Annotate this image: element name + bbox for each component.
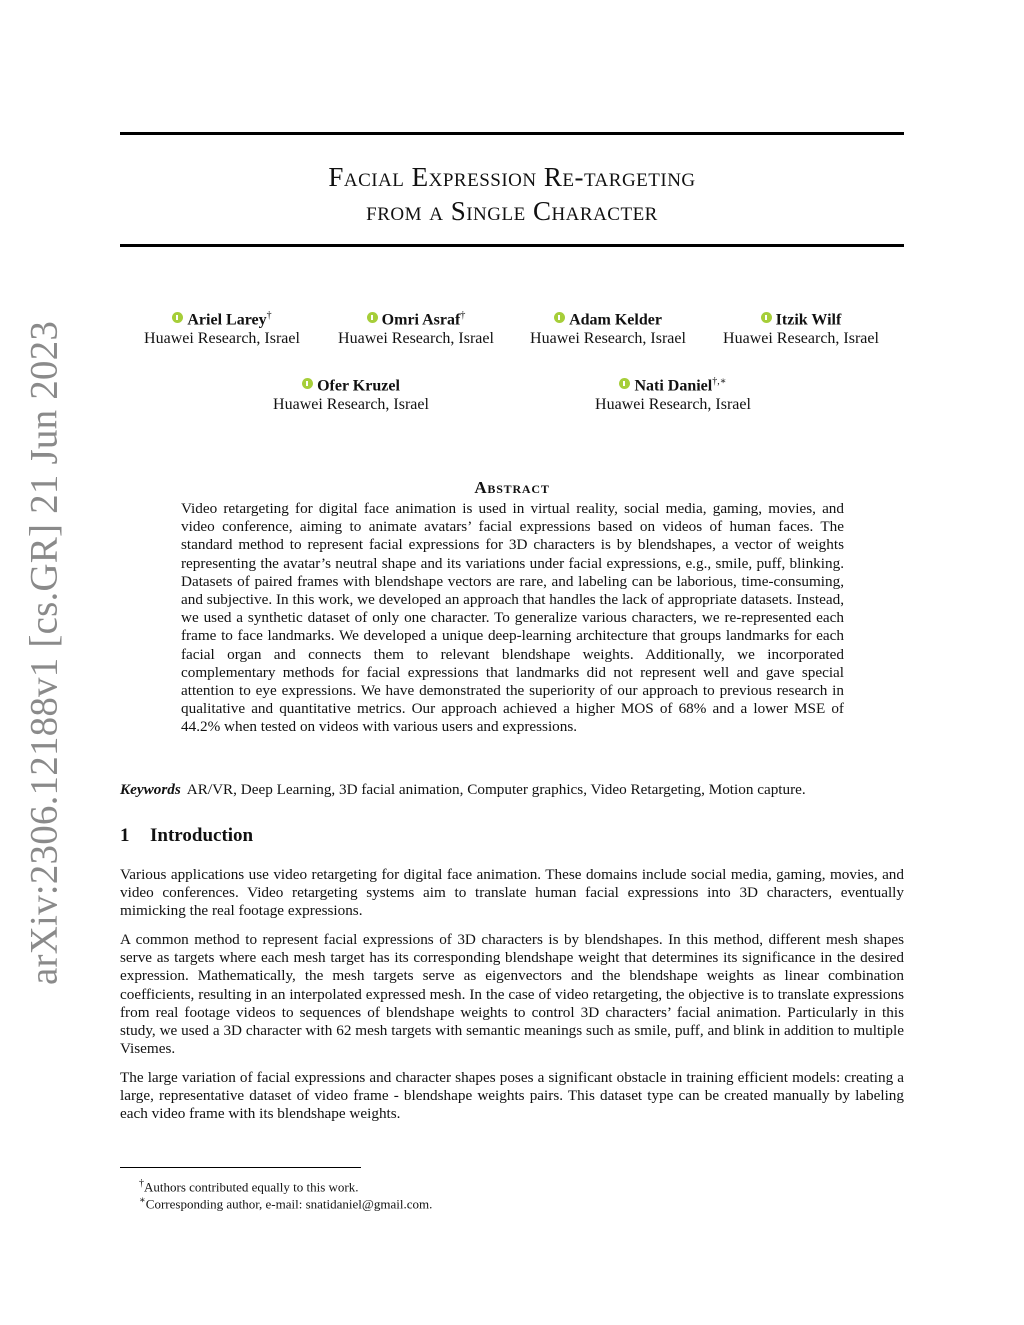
intro-paragraph: The large variation of facial expressions and character shapes poses a significant obstacle in training efficient models: creating a large, representative dataset of video frame - blendshape weights pairs. This dataset type can be created manually by labeling each video frame with its blendshape weights.	[120, 1069, 904, 1123]
orcid-icon[interactable]	[761, 312, 772, 323]
footnote-text: Authors contributed equally to this work.	[144, 1179, 359, 1195]
footnote-rule	[120, 1167, 361, 1168]
author-block	[573, 372, 773, 414]
author-block	[316, 306, 516, 348]
author-block	[122, 306, 322, 348]
abstract-text: Video retargeting for digital face animation is used in virtual reality, social media, gaming, movies, and video conference, aiming to animate avatars’ facial expressions based on videos of human faces. The standard method to represent facial expressions for 3D characters is by blendshapes, a vector of weights representing the avatar’s neutral shape and its variations under facial expressions, e.g., smile, puff, blinking. Datasets of paired frames with blendshape vectors are rare, and labeling can be laborious, time-consuming, and subjective. In this work, we developed an approach that handles the lack of appropriate datasets. Instead, we used a synthetic dataset of only one character. To generalize various characters, we re-represented each frame to face landmarks. We developed a unique deep-learning architecture that groups landmarks for each facial organ and connects them to relevant blendshape weights. Additionally, we incorporated complementary methods for facial expressions that landmarks did not represent well and gave special attention to eye expressions. We have demonstrated the superiority of our approach to previous research in qualitative and quantitative metrics. Our approach achieved a higher MOS of 68% and a lower MSE of 44.2% when tested on videos with various users and expressions.	[181, 500, 844, 736]
author-name: Itzik Wilf	[775, 311, 842, 329]
keywords	[120, 781, 904, 799]
title-rule-bottom	[120, 244, 904, 247]
paper-title	[120, 160, 904, 228]
abstract-heading: Abstract	[474, 478, 550, 497]
orcid-icon[interactable]	[172, 312, 183, 323]
footnote	[139, 1193, 432, 1212]
title-line-2: from a Single Character	[366, 196, 658, 226]
orcid-icon[interactable]	[619, 378, 630, 389]
arxiv-id[interactable]: arXiv:2306.12188v1 [cs.GR] 21 Jun 2023	[22, 320, 66, 985]
orcid-icon[interactable]	[367, 312, 378, 323]
author-name: Ariel Larey	[187, 311, 267, 329]
author-mark: †,∗	[712, 376, 727, 387]
intro-paragraph: A common method to represent facial expressions of 3D characters is by blendshapes. In this method, different mesh shapes serve as targets where each mesh target has its corresponding blendshape weight that determines its significance in the desired expression. Mathematically, the mesh targets serve as eigenvectors and the blendshape weights as linear combination coefficients, resulting in an interpolated expressed mesh. In the case of video retargeting, the objective is to translate expressions from real footage videos to sequences of blendshape weights to control 3D characters’ facial animation. Particularly in this study, we used a 3D character with 62 mesh targets with semantic meanings such as smile, puff, and blink in addition to multiple Visemes.	[120, 931, 904, 1058]
author-affiliation: Huawei Research, Israel	[273, 396, 429, 414]
author-affiliation: Huawei Research, Israel	[144, 330, 300, 348]
author-block	[701, 306, 901, 348]
author-mark: †	[460, 310, 466, 321]
keywords-text: AR/VR, Deep Learning, 3D facial animation, Computer graphics, Video Retargeting, Motion capture.	[186, 781, 806, 798]
section-heading	[120, 825, 253, 847]
keywords-label: Keywords	[120, 781, 181, 798]
author-name: Omri Asraf	[381, 311, 461, 329]
author-name: Ofer Kruzel	[317, 377, 400, 395]
footnote-mark: †	[139, 1178, 144, 1189]
title-line-1: Facial Expression Re-targeting	[328, 162, 696, 192]
author-mark: †	[266, 310, 272, 321]
title-rule-top	[120, 132, 904, 135]
intro-paragraph: Various applications use video retargeting for digital face animation. These domains include social media, gaming, movies, and video conferences. Video retargeting systems aim to translate human facial expressions into 3D characters, eventually mimicking the real footage expressions.	[120, 866, 904, 920]
orcid-icon[interactable]	[554, 312, 565, 323]
author-affiliation: Huawei Research, Israel	[595, 396, 751, 414]
footnote-mark: ∗	[139, 1195, 146, 1206]
author-block	[251, 372, 451, 414]
section-number: 1	[120, 825, 130, 846]
author-name: Nati Daniel	[634, 377, 713, 395]
author-name: Adam Kelder	[569, 311, 662, 329]
footnote-text: Corresponding author, e-mail: snatidaniel@gmail.com.	[145, 1196, 433, 1212]
author-affiliation: Huawei Research, Israel	[338, 330, 494, 348]
arxiv-stamp	[20, 320, 68, 985]
author-affiliation: Huawei Research, Israel	[723, 330, 879, 348]
orcid-icon[interactable]	[302, 378, 313, 389]
author-block	[508, 306, 708, 348]
section-title: Introduction	[150, 825, 254, 846]
author-affiliation: Huawei Research, Israel	[530, 330, 686, 348]
